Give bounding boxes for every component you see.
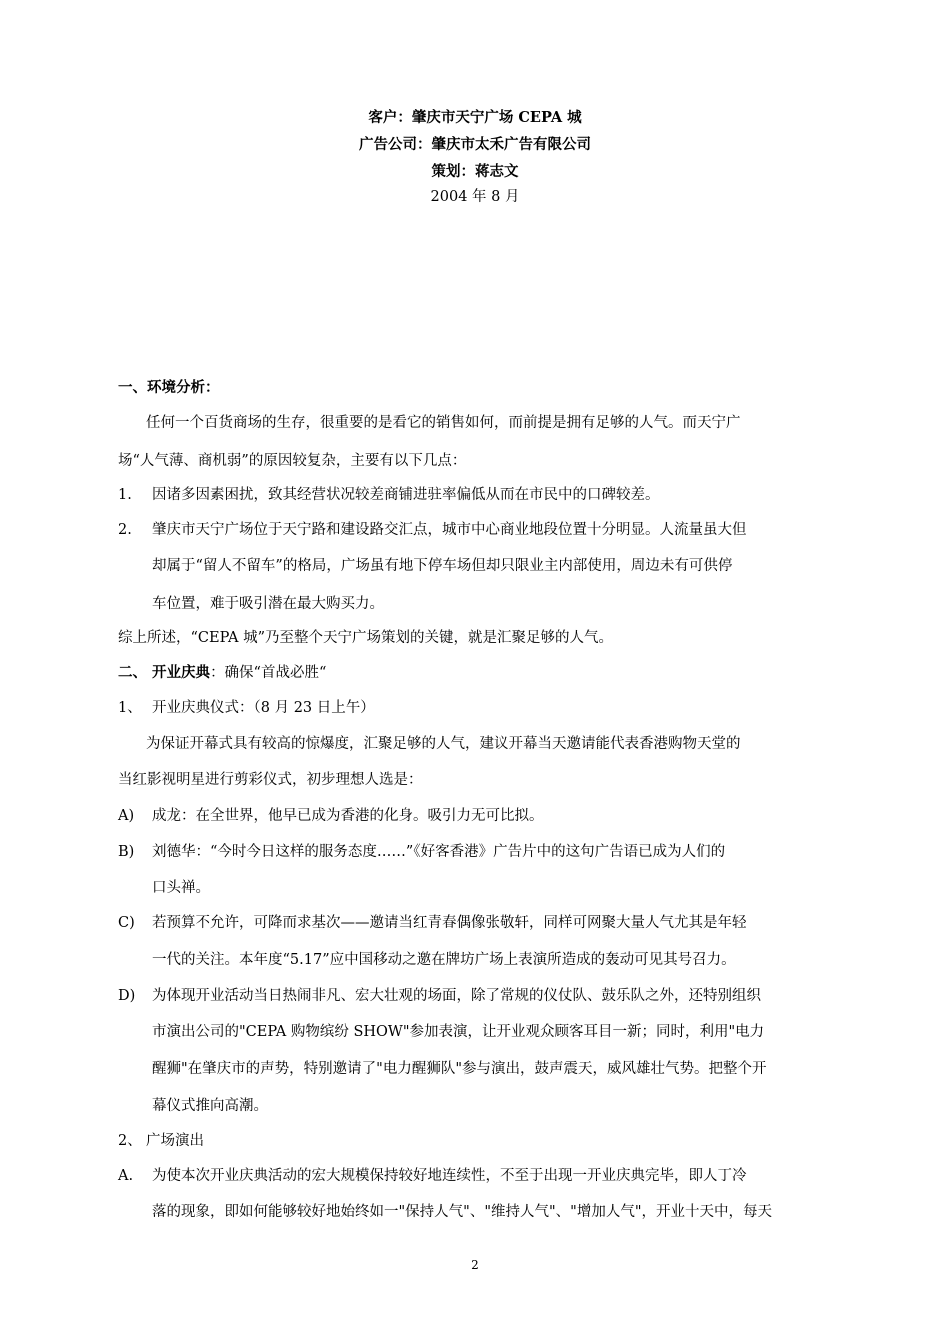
option-aa-line-1: 为使本次开业庆典活动的宏大规模保持较好地连续性，不至于出现一开业庆典完毕，即人丁冷 bbox=[152, 1168, 747, 1184]
item2-number: 2. bbox=[118, 522, 132, 538]
date-line: 2004 年 8 月 bbox=[430, 189, 520, 205]
option-b-line-2: 口头禅。 bbox=[152, 880, 210, 896]
intro-line-1: 任何一个百货商场的生存，很重要的是看它的销售如何，而前提是拥有足够的人气。而天宁广 bbox=[146, 415, 741, 431]
sub2-number: 2、 bbox=[118, 1133, 142, 1149]
item2-line-1: 肇庆市天宁广场位于天宁路和建设路交汇点，城市中心商业地段位置十分明显。人流量虽大但 bbox=[152, 522, 747, 538]
option-c-label: C) bbox=[118, 915, 135, 931]
section2-heading-bold: 二、 开业庆典 bbox=[118, 664, 211, 681]
page-number: 2 bbox=[471, 1258, 479, 1272]
section1-heading: 一、环境分析： bbox=[118, 379, 220, 396]
option-b-line-1: 刘德华：“今时今日这样的服务态度……”《好客香港》广告片中的这句广告语已成为人们的 bbox=[152, 844, 726, 860]
client-line: 客户：肇庆市天宁广场 CEPA 城 bbox=[368, 109, 582, 126]
option-c-line-1: 若预算不允许，可降而求基次——邀请当红青春偶像张敬轩，同样可网聚大量人气尤其是年轻 bbox=[152, 915, 747, 931]
option-aa-label: A. bbox=[118, 1168, 134, 1184]
item1-line-1: 因诸多因素困扰，致其经营状况较差商铺进驻率偏低从而在市民中的口碑较差。 bbox=[152, 487, 660, 503]
sub1-number: 1、 bbox=[118, 700, 142, 716]
item1-number: 1. bbox=[118, 487, 132, 503]
agency-line: 广告公司：肇庆市太禾广告有限公司 bbox=[359, 136, 591, 153]
para-line-2: 当红影视明星进行剪彩仪式，初步理想人选是： bbox=[118, 772, 423, 788]
option-c-line-2: 一代的关注。本年度“5.17”应中国移动之邀在牌坊广场上表演所造成的轰动可见其号召力。 bbox=[152, 952, 736, 968]
option-b-label: B) bbox=[118, 844, 135, 860]
option-d-line-4: 幕仪式推向高潮。 bbox=[152, 1098, 268, 1114]
option-a-line-1: 成龙：在全世界，他早已成为香港的化身。吸引力无可比拟。 bbox=[152, 808, 544, 824]
item2-line-3: 车位置，难于吸引潜在最大购买力。 bbox=[152, 596, 384, 612]
sub1-title: 开业庆典仪式：（8 月 23 日上午） bbox=[152, 700, 375, 716]
sub2-title: 广场演出 bbox=[146, 1133, 204, 1149]
option-aa-line-2: 落的现象，即如何能够较好地始终如一"保持人气"、"维持人气"、"增加人气"，开业十天中，每天 bbox=[152, 1204, 773, 1220]
section2-heading-rest: ：确保“首战必胜“ bbox=[210, 665, 327, 681]
intro-line-2: 场“人气薄、商机弱”的原因较复杂，主要有以下几点： bbox=[118, 453, 467, 469]
para-line-1: 为保证开幕式具有较高的惊爆度，汇聚足够的人气，建议开幕当天邀请能代表香港购物天堂的 bbox=[146, 736, 741, 752]
summary-line: 综上所述，“CEPA 城”乃至整个天宁广场策划的关键，就是汇聚足够的人气。 bbox=[118, 630, 614, 646]
item2-line-2: 却属于“留人不留车”的格局，广场虽有地下停车场但却只限业主内部使用，周边未有可供停 bbox=[152, 558, 733, 574]
option-d-label: D) bbox=[118, 988, 136, 1004]
option-d-line-1: 为体现开业活动当日热闹非凡、宏大壮观的场面，除了常规的仪仗队、鼓乐队之外，还特别组织 bbox=[152, 988, 761, 1004]
option-d-line-2: 市演出公司的"CEPA 购物缤纷 SHOW"参加表演，让开业观众顾客耳目一新；同时，利用"电力 bbox=[152, 1024, 765, 1040]
planner-line: 策划：蒋志文 bbox=[431, 163, 519, 180]
section2-heading bbox=[118, 663, 326, 683]
option-d-line-3: 醒狮"在肇庆市的声势，特别邀请了"电力醒狮队"参与演出，鼓声震天，威风雄壮气势。把整个开 bbox=[152, 1061, 767, 1077]
option-a-label: A) bbox=[118, 808, 135, 824]
